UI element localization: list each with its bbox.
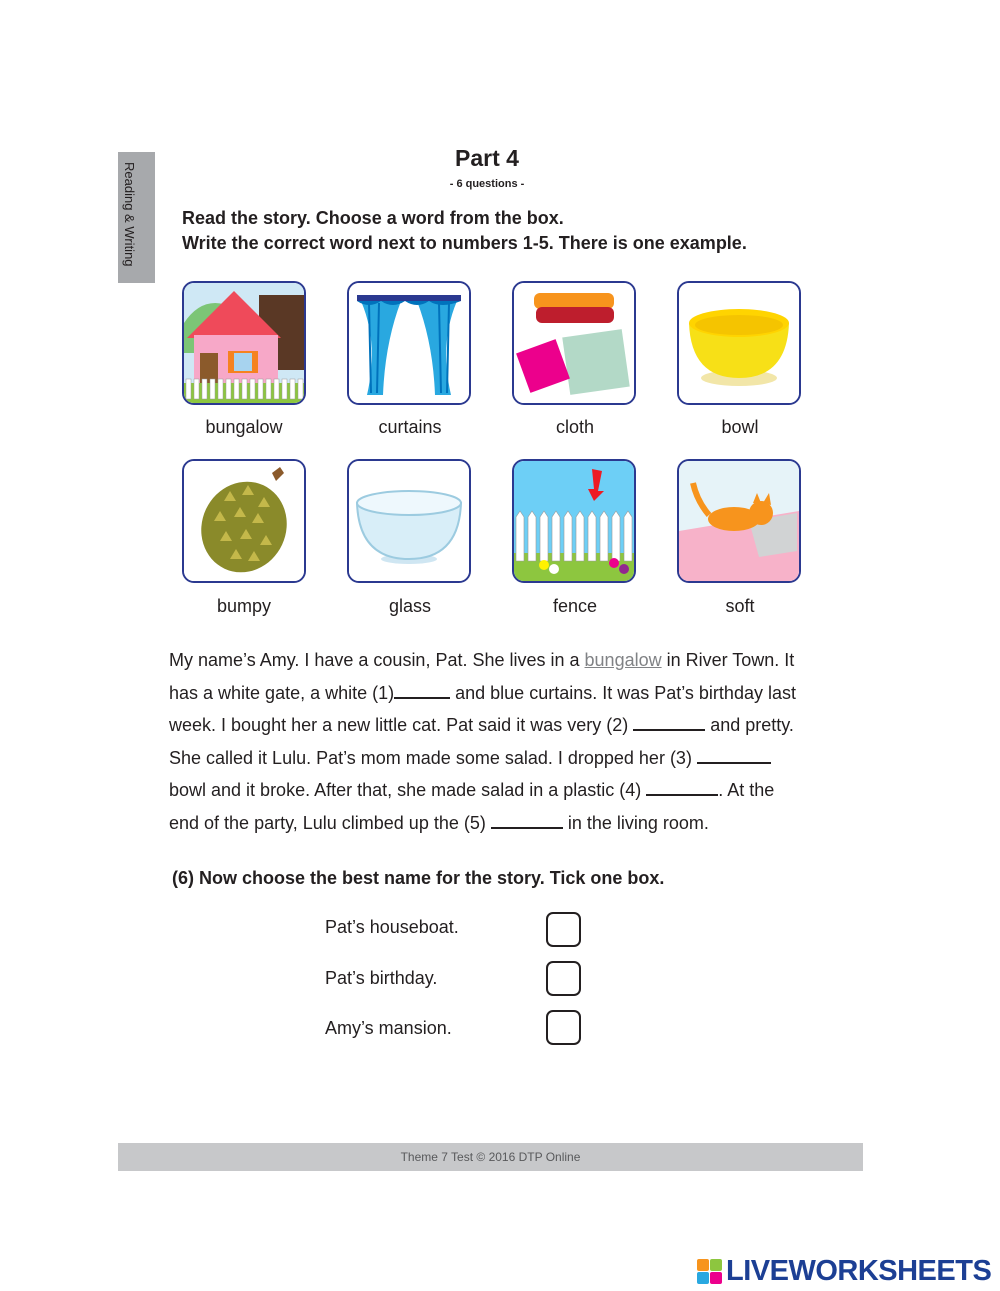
logo-icon (697, 1259, 722, 1284)
option-label: Amy’s mansion. (325, 1018, 452, 1038)
word-label: bumpy (216, 596, 272, 616)
bowl-picture (677, 281, 801, 405)
question-6: (6) Now choose the best name for the story. Tick one box. (172, 868, 665, 888)
instruction-line-2: Write the correct word next to numbers 1-5. There is one example. (182, 233, 747, 253)
side-tab-label: Reading & Writing (122, 162, 137, 267)
footer-text: Theme 7 Test © 2016 DTP Online (400, 1150, 581, 1164)
brand-name: LIVEWORKSHEETS (726, 1254, 992, 1287)
word-label: curtains (378, 417, 442, 437)
answer-blank-5[interactable] (491, 811, 563, 829)
option-label: Pat’s birthday. (325, 968, 438, 988)
glass-bowl-picture (347, 459, 471, 583)
tick-box-1[interactable] (546, 912, 581, 947)
cloth-picture (512, 281, 636, 405)
word-label: soft (725, 596, 755, 616)
answer-blank-2[interactable] (633, 713, 705, 731)
word-label: cloth (555, 417, 595, 437)
page-subtitle: - 6 questions - (449, 178, 525, 190)
example-answer: bungalow (584, 650, 662, 670)
answer-blank-1[interactable] (394, 681, 450, 699)
answer-blank-4[interactable] (646, 778, 718, 796)
bungalow-picture (182, 281, 306, 405)
fence-picture (512, 459, 636, 583)
instruction-line-1: Read the story. Choose a word from the box. (182, 208, 564, 228)
bumpy-picture (182, 459, 306, 583)
tick-box-2[interactable] (546, 961, 581, 996)
word-label: bowl (721, 417, 759, 437)
tick-box-3[interactable] (546, 1010, 581, 1045)
story-text: My name’s Amy. I have a cousin, Pat. She lives in a bungalow in River Town. It has a white gate, a white (1) and blue curtains. It was Pat’s birthday last week. I bought her a new little cat. Pat said it was very (2) and pretty. She called it Lulu. Pat’s mom made some salad. I dropped her (3) bowl and it broke. After that, she made salad in a plastic (4) . At the end of the party, Lulu climbed up the (5) in the living room. (169, 650, 796, 833)
word-label: fence (552, 596, 598, 616)
liveworksheets-logo (697, 1255, 991, 1287)
curtains-picture (347, 281, 471, 405)
footer-bar (118, 1143, 863, 1171)
page-title: Part 4 (455, 145, 519, 171)
word-label: glass (388, 596, 432, 616)
answer-blank-3[interactable] (697, 746, 771, 764)
option-label: Pat’s houseboat. (325, 917, 459, 937)
word-label: bungalow (205, 417, 283, 437)
soft-picture (677, 459, 801, 583)
